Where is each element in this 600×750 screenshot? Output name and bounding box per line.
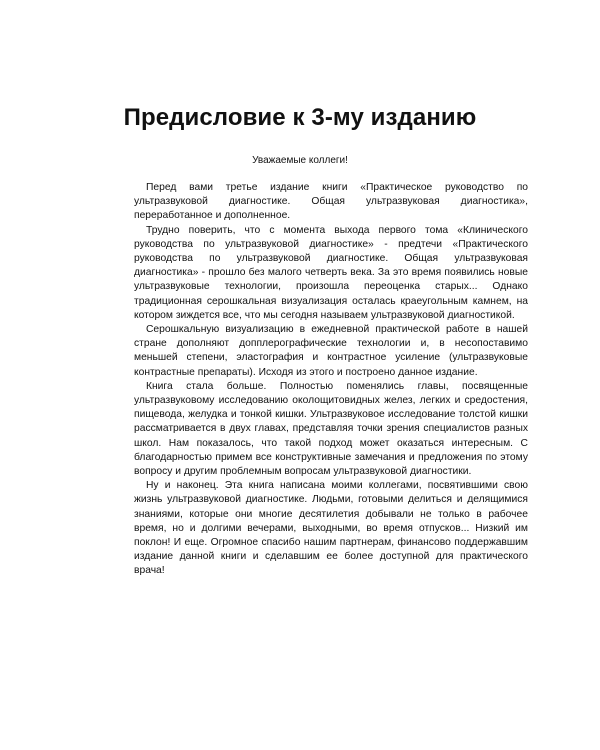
- paragraph: Книга стала больше. Полностью поменялись главы, посвященные ультразвуковому исследованию околощитовидных желез, легких и средостения, пищевода, желудка и тонкой кишки. Ультразвуковое исследование толстой кишки рассматривается в двух главах, представляя точки зрения специалистов разных школ. Нам показалось, что такой подход может оказаться интересным. С благодарностью примем все конструктивные замечания и предложения по этому вопросу и другим проблемным вопросам ультразвуковой диагностики.: [134, 380, 528, 478]
- page-title: Предисловие к 3-му изданию: [123, 104, 477, 131]
- preface-body: [134, 181, 528, 579]
- greeting: Уважаемые коллеги!: [252, 155, 348, 166]
- paragraph: Трудно поверить, что с момента выхода первого тома «Клинического руководства по ультразвуковой диагностике» - предтечи «Практического руководства по ультразвуковой диагностике. Общая ультразвуковая диагностика» - прошло без малого четверть века. За это время появились новые ультразвуковые технологии, произошла переоценка старых... Однако традиционная серошкальная визуализация осталась краеугольным камнем, на котором зиждется все, что мы сегодня называем ультразвуковой диагностикой.: [134, 224, 528, 321]
- paragraph: Серошкальную визуализацию в ежедневной практической работе в нашей стране дополняют допплерографические технологии и, в несопоставимо меньшей степени, эластография и контрастное усиление (ультразвуковые контрастные препараты). Исходя из этого и построено данное издание.: [134, 324, 528, 378]
- paragraph: Перед вами третье издание книги «Практическое руководство по ультразвуковой диагностике. Общая ультразвуковая диагностика», переработанное и дополненное.: [134, 182, 528, 222]
- paragraph: Ну и наконец. Эта книга написана моими коллегами, посвятившими свою жизнь ультразвуковой диагностике. Людьми, готовыми делиться и делящимися знаниями, которые они многие десятилетия добывали не только в рабочее время, но и долгими вечерами, выходными, во время отпусков... Низкий им поклон! И еще. Огромное спасибо нашим партнерам, финансово поддержавшим издание данной книги и сделавшим ее более доступной для практического врача!: [134, 480, 528, 577]
